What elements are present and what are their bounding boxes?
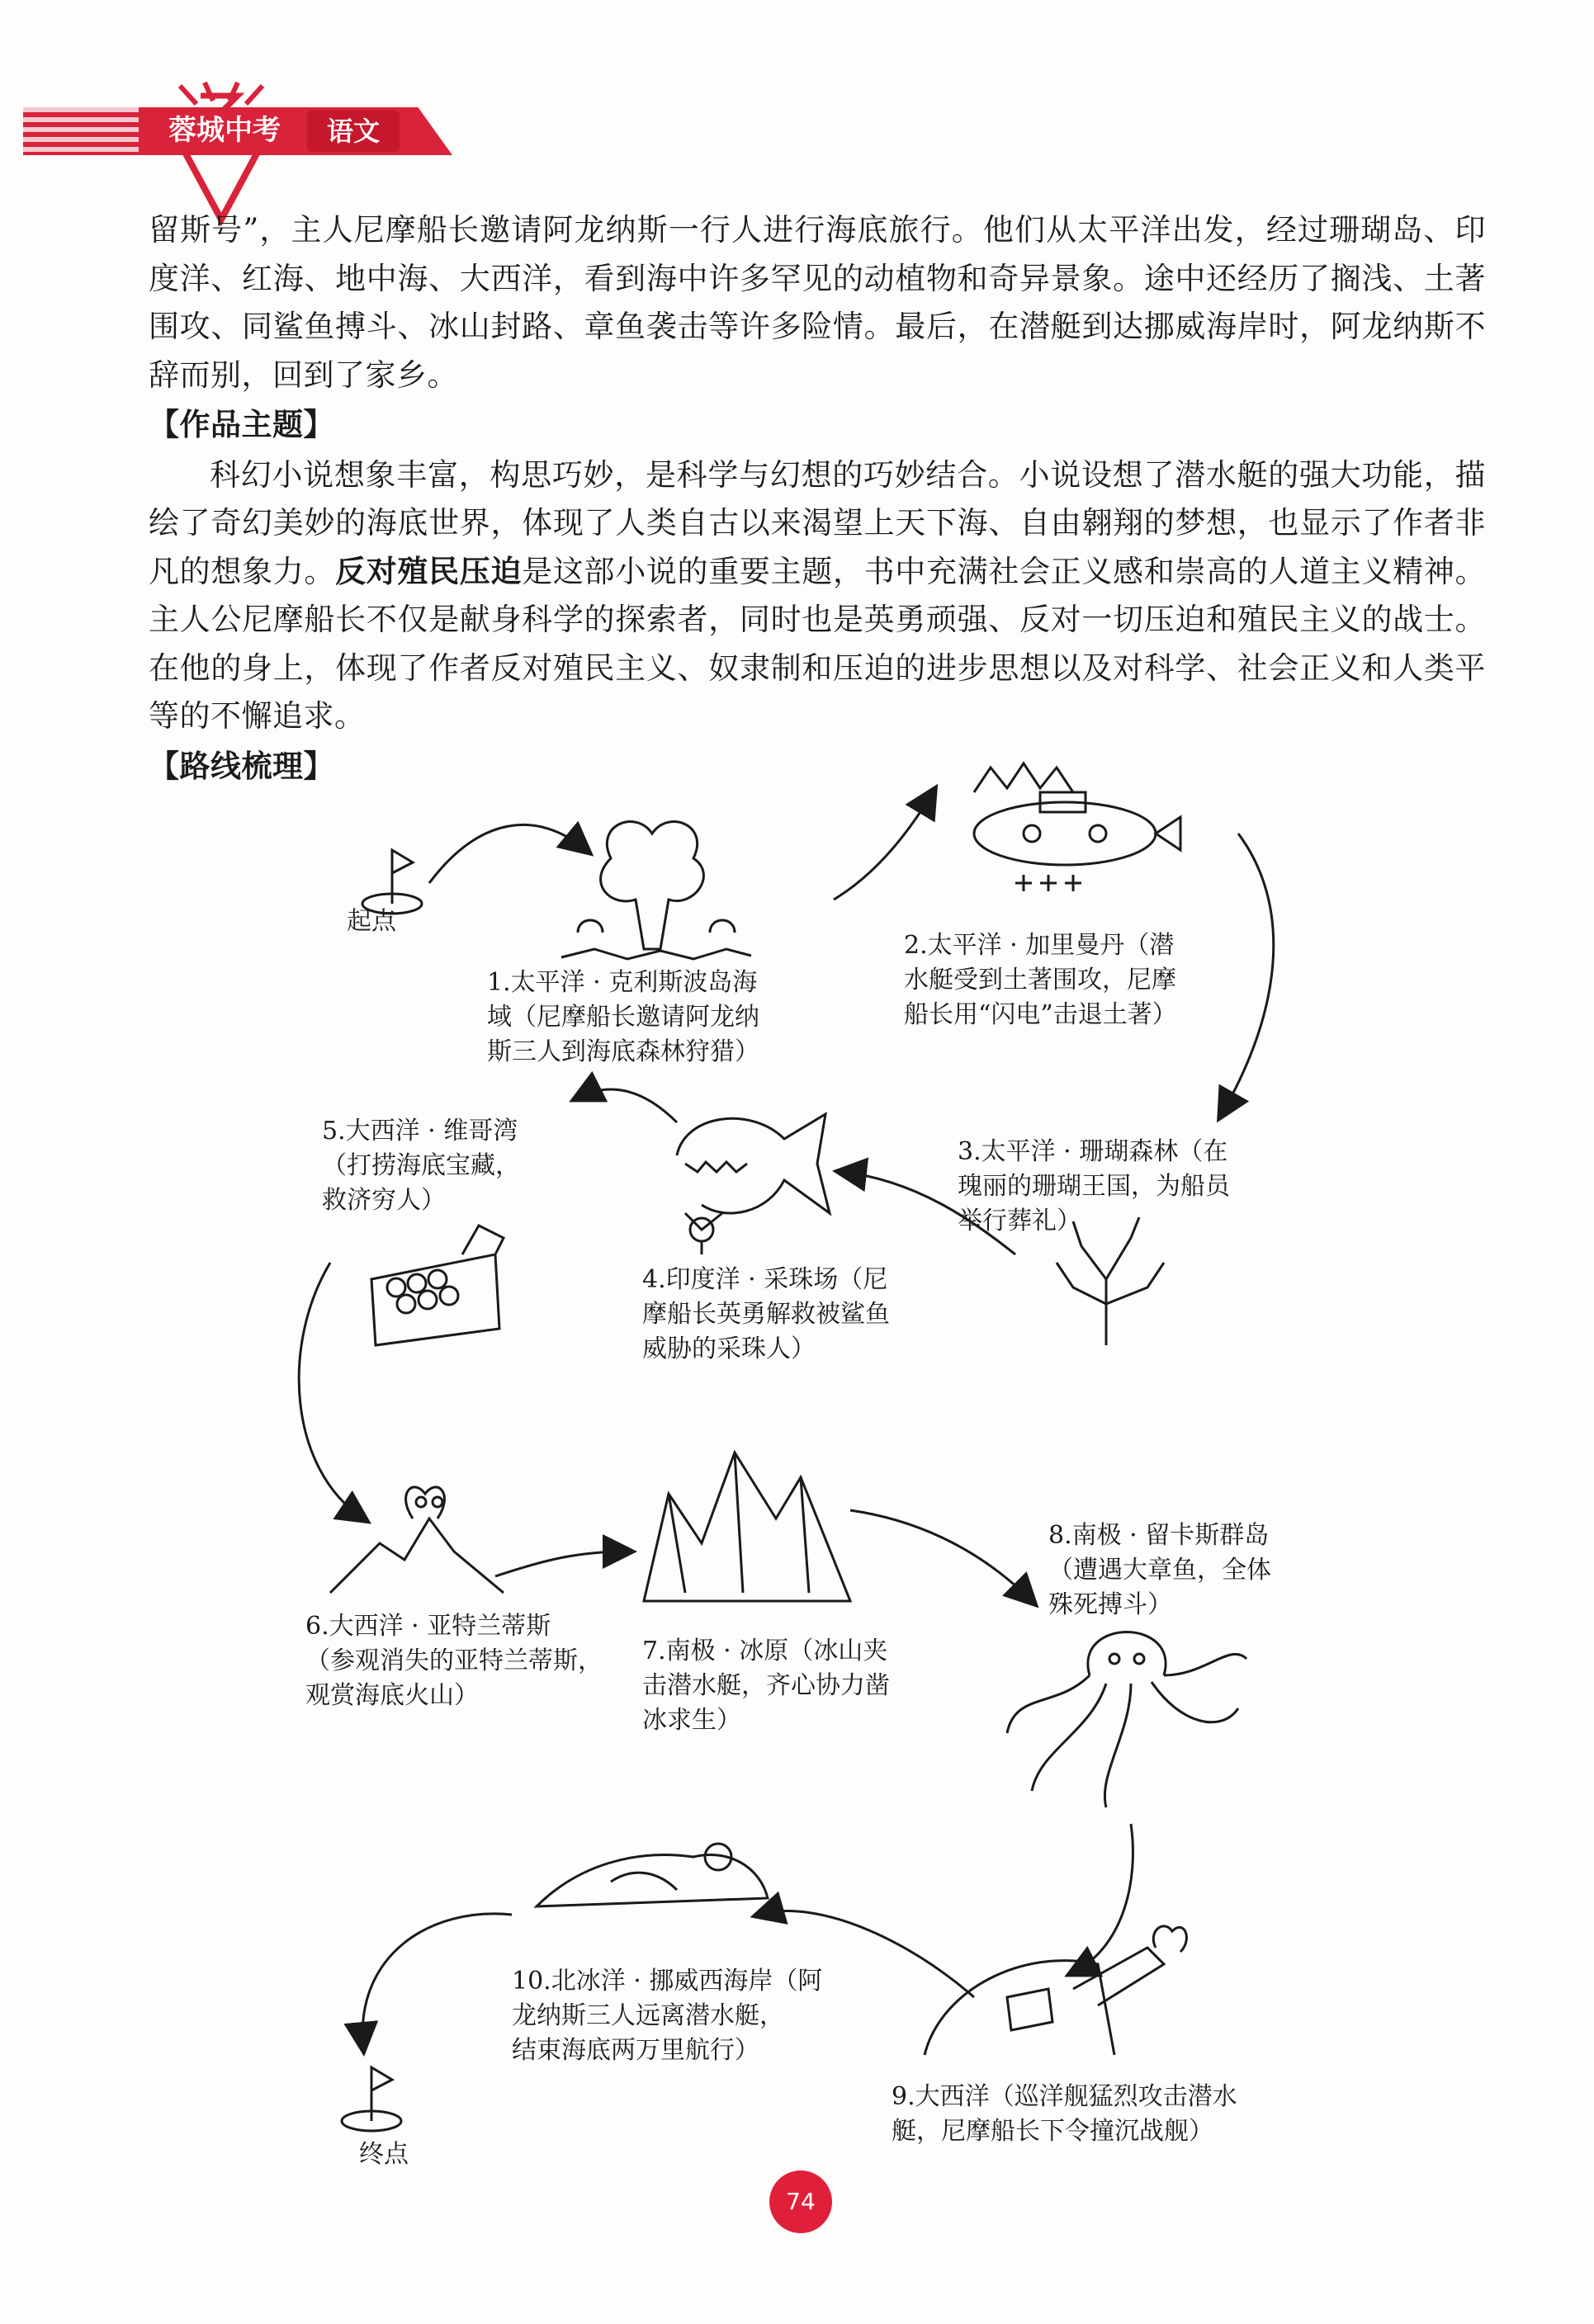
stop-2-label: 2.太平洋 · 加里曼丹（潜 水艇受到土著围攻，尼摩 船长用“闪电”击退土著） xyxy=(904,931,1177,1029)
stop-7-label: 7.南极 · 冰原（冰山夹 击潜水艇，齐心协力凿 冰求生） xyxy=(642,1637,890,1735)
theme-paragraph xyxy=(149,451,1486,741)
subject-tag: 语文 xyxy=(307,111,400,152)
brand-name: 蓉城中考 xyxy=(168,114,281,147)
submarine-icon xyxy=(941,751,1189,900)
start-label: 起点 xyxy=(347,907,396,936)
main-text xyxy=(149,206,1486,792)
shore-icon xyxy=(528,1816,776,1931)
end-flag-icon xyxy=(326,2055,417,2137)
route-section-title: 【路线梳理】 xyxy=(149,748,334,784)
theme-section-title: 【作品主题】 xyxy=(149,407,334,442)
warship-icon xyxy=(908,1915,1222,2063)
treasure-chest-icon xyxy=(355,1221,512,1353)
stop-10-label: 10.北冰洋 · 挪威西海岸（阿 龙纳斯三人远离潜水艇， 结束海底两万里航行） xyxy=(512,1967,823,2065)
route-diagram xyxy=(0,726,1594,2187)
stop-5-label: 5.大西洋 · 维哥湾 （打捞海底宝藏， 救济穷人） xyxy=(322,1117,520,1215)
arrow-6-to-7 xyxy=(495,1552,627,1576)
stop-4-label: 4.印度洋 · 采珠场（尼 摩船长英勇解救被鲨鱼 威胁的采珠人） xyxy=(642,1265,890,1363)
octopus-icon xyxy=(991,1593,1255,1816)
arrow-7-to-8 xyxy=(850,1510,1032,1601)
stop-9-label: 9.大西洋（巡洋舰猛烈攻击潜水 艇，尼摩船长下令撞沉战舰） xyxy=(892,2082,1237,2146)
theme-key-phrase: 反对殖民压迫 xyxy=(335,553,523,589)
summary-paragraph: 留斯号”，主人尼摩船长邀请阿龙纳斯一行人进行海底旅行。他们从太平洋出发，经过珊瑚岛、印度洋、红海、地中海、大西洋，看到海中许多罕见的动植物和奇异景象。途中还经历了搁浅、土著围攻、同鲨鱼搏斗、冰山封路、章鱼袭击等许多险情。最后，在潜艇到达挪威海岸时，阿龙纳斯不辞而别，回到了家乡。 xyxy=(149,212,1486,393)
theme-text-part2: 是这部小说的重要主题，书中充满社会正义感和崇高的人道主义精神。主人公尼摩船长不仅是献身科学的探索者，同时也是英勇顽强、反对一切压迫和殖民主义的战士。在他的身上，体现了作者反对殖民主义、奴隶制和压迫的进步思想以及对科学、社会正义和人类平等的不懈追求。 xyxy=(149,553,1487,734)
end-label: 终点 xyxy=(359,2140,409,2169)
page-header xyxy=(0,0,1594,190)
stop-6-label: 6.大西洋 · 亚特兰蒂斯 （参观消失的亚特兰蒂斯， 观赏海底火山） xyxy=(305,1612,603,1710)
shark-icon xyxy=(652,1089,842,1254)
stop-8-label: 8.南极 · 留卡斯群岛 （遭遇大章鱼，全体 殊死搏斗） xyxy=(1048,1521,1271,1619)
page-number: 74 xyxy=(769,2170,832,2233)
arrow-10-to-end xyxy=(362,1914,512,2047)
arrow-1-to-2 xyxy=(834,792,933,900)
volcano-icon xyxy=(322,1469,512,1601)
forest-icon xyxy=(545,809,759,974)
iceberg-icon xyxy=(636,1444,858,1609)
stop-3-label: 3.太平洋 · 珊瑚森林（在 瑰丽的珊瑚王国，为船员 举行葬礼） xyxy=(958,1137,1230,1235)
theme-text-part1: 科幻小说想象丰富，构思巧妙，是科学与幻想的巧妙结合。小说设想了潜水艇的强大功能，描绘了奇幻美妙的海底世界，体现了人类自古以来渴望上天下海、自由翱翔的梦想，也显示了作者非凡的想象力。 xyxy=(149,456,1486,589)
stop-1-label: 1.太平洋 · 克利斯波岛海 域（尼摩船长邀请阿龙纳 斯三人到海底森林狩猎） xyxy=(487,968,759,1066)
brand-stripes xyxy=(23,107,139,155)
